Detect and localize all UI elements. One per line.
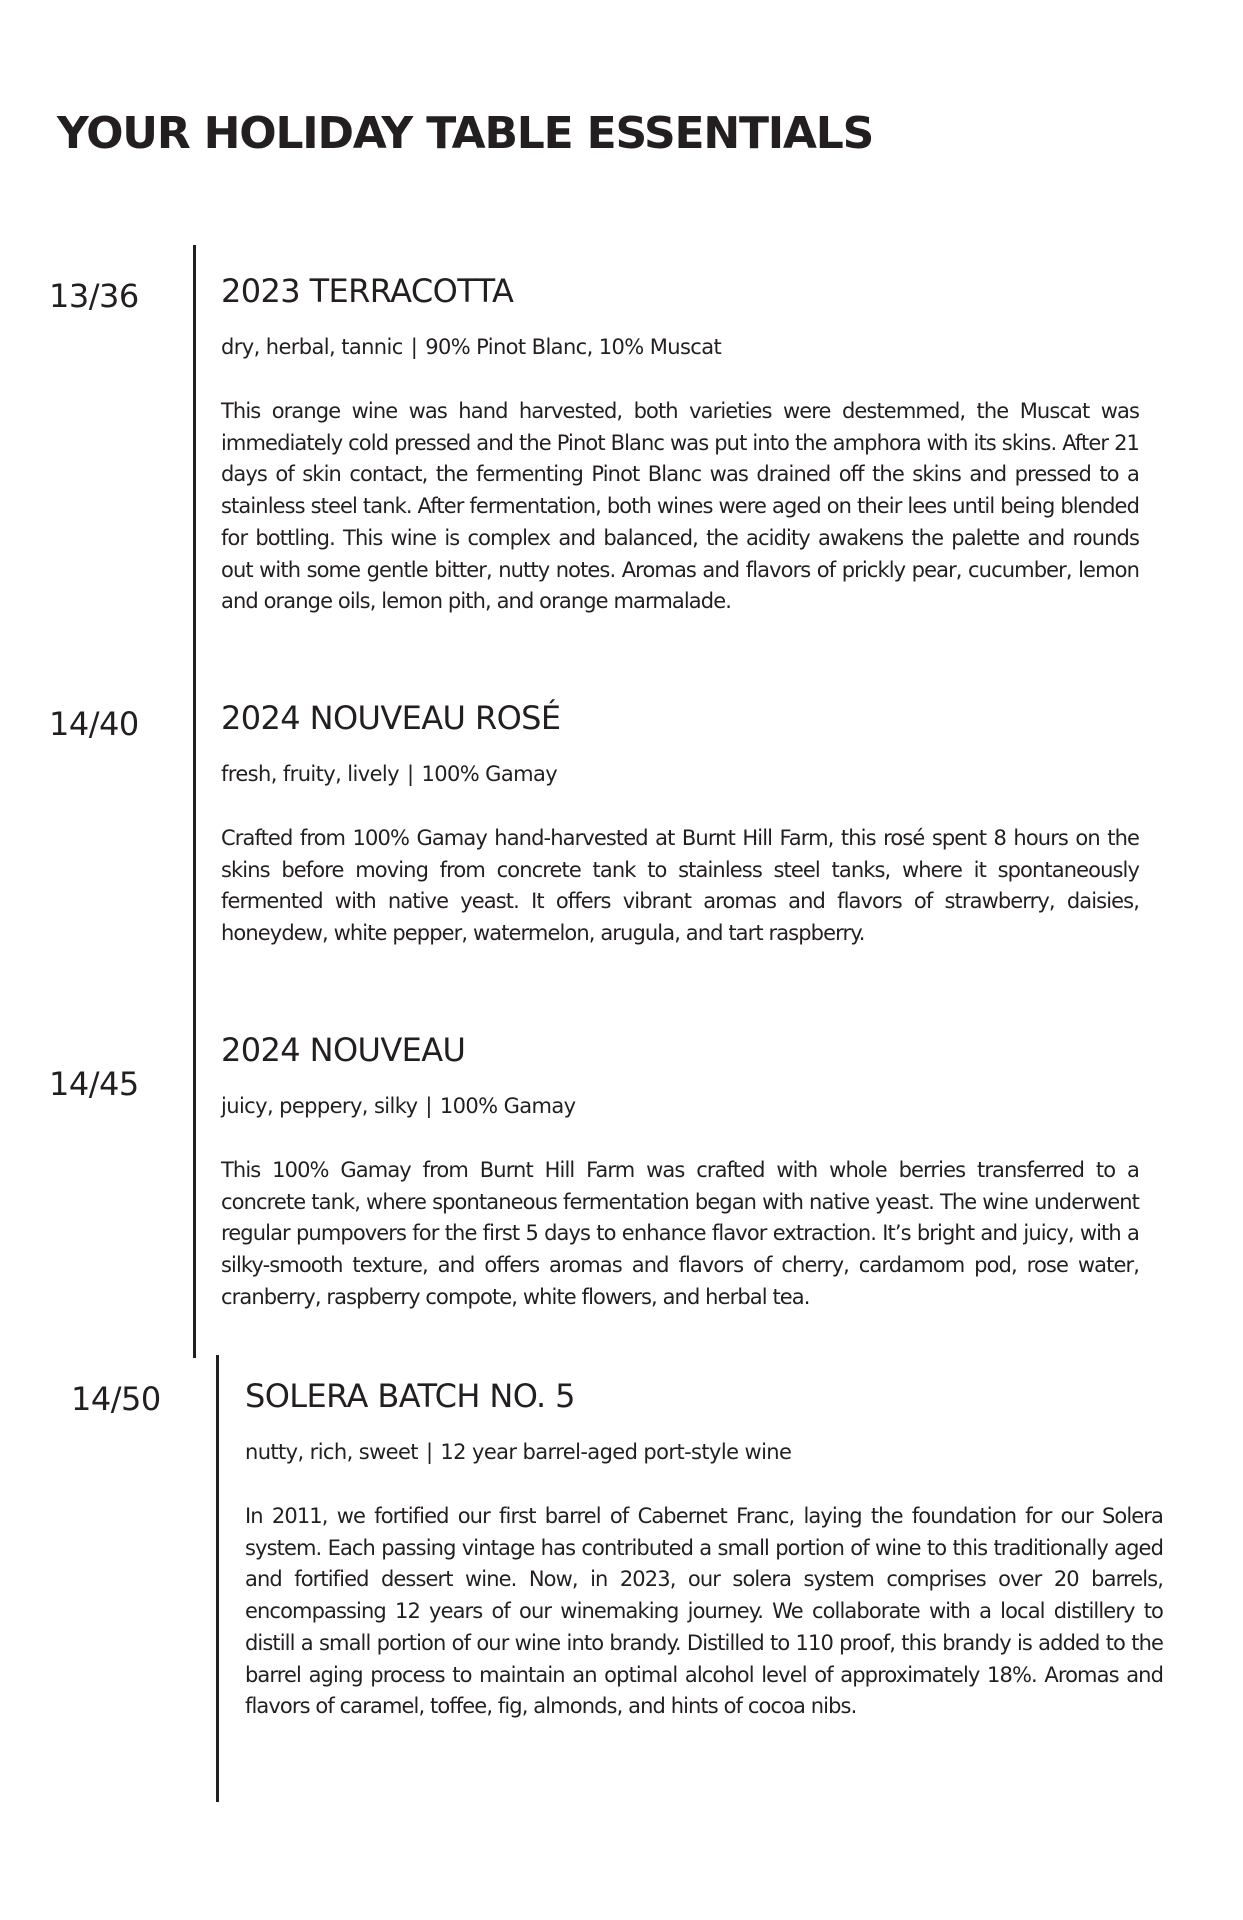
divider-line-upper [193, 245, 196, 1358]
wine-description: Crafted from 100% Gamay hand-harvested at Burnt Hill Farm, this rosé spent 8 hours on the skins before moving from concrete tank to stainless steel tanks, where it spontaneously fermented with native yeast. It offers vibrant aromas and flavors of strawberry, daisies, honeydew, white pepper, watermelon, arugula, and tart raspberry. [221, 826, 1139, 946]
meta-separator: | [425, 1440, 433, 1464]
wine-name: 2024 NOUVEAU [221, 1031, 466, 1069]
wine-price: 14/40 [49, 705, 139, 743]
wine-description: This 100% Gamay from Burnt Hill Farm was crafted with whole berries transferred to a concrete tank, where spontaneous fermentation began with native yeast. The wine underwent regular pumpovers for the first 5 days to enhance flavor extraction. It’s bright and juicy, with a silky-smooth texture, and offers aromas and flavors of cherry, cardamom pod, rose water, cranberry, raspberry compote, white flowers, and herbal tea. [221, 1158, 1139, 1309]
meta-separator: | [425, 1094, 432, 1118]
wine-entry-nouveau [221, 1029, 1139, 1314]
wine-meta [221, 332, 1139, 362]
meta-separator: | [406, 762, 414, 786]
page-title: YOUR HOLIDAY TABLE ESSENTIALS [57, 108, 874, 159]
meta-separator: | [410, 335, 418, 359]
grape-composition: 90% Pinot Blanc, 10% Muscat [425, 335, 722, 359]
wine-meta [245, 1437, 1163, 1467]
wine-meta [221, 759, 1139, 789]
grape-composition: 100% Gamay [439, 1094, 576, 1118]
wine-price: 14/45 [49, 1065, 139, 1103]
wine-price: 13/36 [49, 277, 139, 315]
tasting-notes: nutty, rich, sweet [245, 1440, 418, 1464]
divider-line-lower [216, 1355, 219, 1802]
wine-name: SOLERA BATCH NO. 5 [245, 1377, 575, 1415]
wine-name: 2024 NOUVEAU ROSÉ [221, 699, 561, 737]
wine-description: This orange wine was hand harvested, both varieties were destemmed, the Muscat was immediately cold pressed and the Pinot Blanc was put into the amphora with its skins. After 21 days of skin contact, the fermenting Pinot Blanc was drained off the skins and pressed to a stainless steel tank. After fermentation, both wines were aged on their lees until being blended for bottling. This wine is complex and balanced, the acidity awakens the palette and rounds out with some gentle bitter, nutty notes. Aromas and flavors of prickly pear, cucumber, lemon and orange oils, lemon pith, and orange marmalade. [221, 399, 1139, 614]
tasting-notes: dry, herbal, tannic [221, 335, 403, 359]
wine-entry-nouveau-rose [221, 697, 1139, 950]
grape-composition: 100% Gamay [421, 762, 558, 786]
grape-composition: 12 year barrel-aged port-style wine [440, 1440, 792, 1464]
wine-price: 14/50 [71, 1380, 161, 1418]
wine-description: In 2011, we fortified our first barrel of Cabernet Franc, laying the foundation for our Solera system. Each passing vintage has contributed a small portion of wine to this traditionally aged and fortified dessert wine. Now, in 2023, our solera system comprises over 20 barrels, encompassing 12 years of our winemaking journey. We collaborate with a local distillery to distill a small portion of our wine into brandy. Distilled to 110 proof, this brandy is added to the barrel aging process to maintain an optimal alcohol level of approximately 18%. Aromas and flavors of caramel, toffee, fig, almonds, and hints of cocoa nibs. [245, 1504, 1163, 1719]
wine-meta [221, 1091, 1139, 1121]
wine-name: 2023 TERRACOTTA [221, 272, 514, 310]
wine-entry-solera [245, 1375, 1163, 1723]
tasting-notes: fresh, fruity, lively [221, 762, 399, 786]
tasting-notes: juicy, peppery, silky [221, 1094, 418, 1118]
wine-entry-terracotta [221, 270, 1139, 618]
